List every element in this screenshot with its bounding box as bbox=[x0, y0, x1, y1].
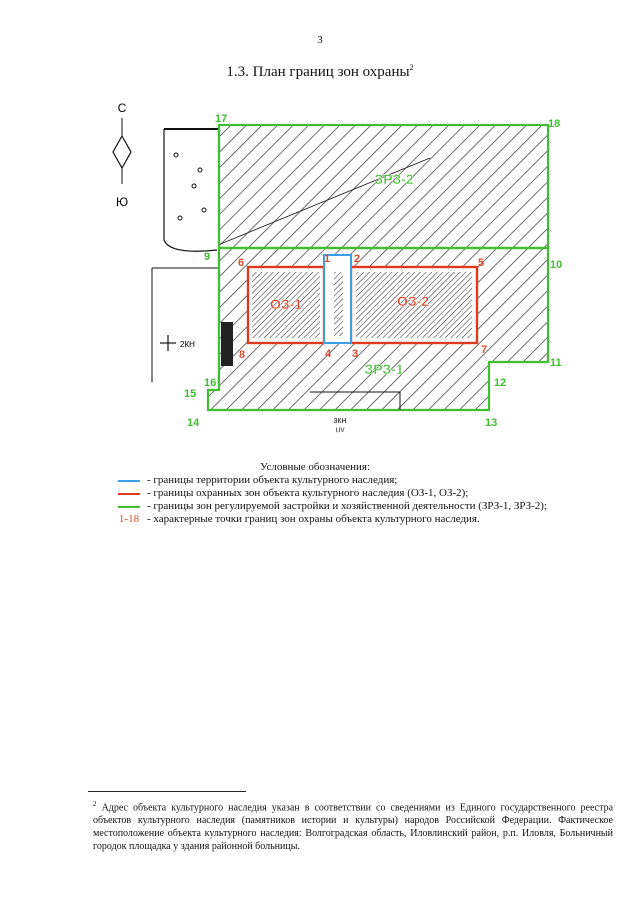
footnote-marker: 2 bbox=[93, 800, 97, 808]
legend-item-protection-zones bbox=[115, 487, 625, 500]
point-4: 4 bbox=[325, 348, 332, 360]
point-10: 10 bbox=[550, 259, 563, 271]
legend-item-territory bbox=[115, 474, 625, 487]
zone-label-zrz1: ЗРЗ-1 bbox=[364, 361, 404, 377]
compass-rose bbox=[113, 101, 131, 209]
footnote-text: Адрес объекта культурного наследия указан в соответствии со сведениями из Единого государственного реестра объектов культурного наследия (памятников истории и культуры) народов Российской Федерации. Фактическое местоположение объекта культурного наследия: Волгоградская область, Иловлинский район, р.п. Иловля, Больничный городок площадка у здания районной больницы. bbox=[93, 802, 614, 853]
zone-boundary-map bbox=[100, 100, 580, 440]
legend-text: - границы зон регулируемой застройки и хозяйственной деятельности (ЗРЗ-1, ЗРЗ-2); bbox=[147, 500, 548, 512]
building-label-2kn: 2КН bbox=[180, 340, 195, 349]
point-15: 15 bbox=[184, 388, 197, 400]
legend-item-regulated-zones bbox=[115, 500, 625, 513]
heritage-territory bbox=[324, 255, 351, 343]
point-17: 17 bbox=[215, 113, 228, 125]
legend bbox=[115, 461, 625, 526]
title-footnote-ref: 2 bbox=[409, 63, 414, 72]
legend-heading: Условные обозначения: bbox=[259, 461, 371, 473]
point-2: 2 bbox=[354, 253, 361, 265]
building-label-3kn: 3КН bbox=[333, 418, 347, 425]
compass-south-label: Ю bbox=[115, 195, 129, 209]
legend-swatch-blue bbox=[118, 480, 140, 482]
point-3: 3 bbox=[352, 348, 359, 360]
plan-title bbox=[0, 63, 640, 81]
point-11: 11 bbox=[550, 357, 562, 369]
point-1: 1 bbox=[324, 253, 331, 265]
legend-swatch-green bbox=[118, 506, 140, 508]
point-16: 16 bbox=[204, 377, 217, 389]
compass-north-label: С bbox=[117, 101, 127, 115]
point-9: 9 bbox=[204, 251, 211, 263]
zone-label-oz1: ОЗ-1 bbox=[269, 296, 303, 312]
footnote bbox=[93, 798, 613, 853]
point-6: 6 bbox=[238, 257, 245, 269]
zone-label-oz2: ОЗ-2 bbox=[396, 293, 430, 309]
plan-title-text: 1.3. План границ зон охраны bbox=[226, 64, 410, 80]
point-13: 13 bbox=[485, 417, 498, 429]
point-14: 14 bbox=[187, 417, 200, 429]
legend-text: - характерные точки границ зон охраны объекта культурного наследия. bbox=[147, 513, 480, 525]
point-18: 18 bbox=[548, 118, 561, 130]
footnote-divider bbox=[88, 791, 246, 792]
building-label-3kn-sub: I,IV bbox=[335, 428, 345, 434]
point-12: 12 bbox=[494, 377, 507, 389]
legend-point-range: 1-18 bbox=[118, 513, 140, 525]
legend-item-points bbox=[115, 513, 625, 526]
point-8: 8 bbox=[239, 349, 246, 361]
point-7: 7 bbox=[481, 344, 488, 356]
legend-text: - границы охранных зон объекта культурного наследия (ОЗ-1, ОЗ-2); bbox=[147, 487, 469, 499]
legend-text: - границы территории объекта культурного наследия; bbox=[147, 474, 398, 486]
point-5: 5 bbox=[478, 257, 485, 269]
legend-swatch-red bbox=[118, 493, 140, 495]
zone-label-zrz2: ЗРЗ-2 bbox=[374, 171, 414, 187]
page-number: 3 bbox=[317, 34, 323, 46]
